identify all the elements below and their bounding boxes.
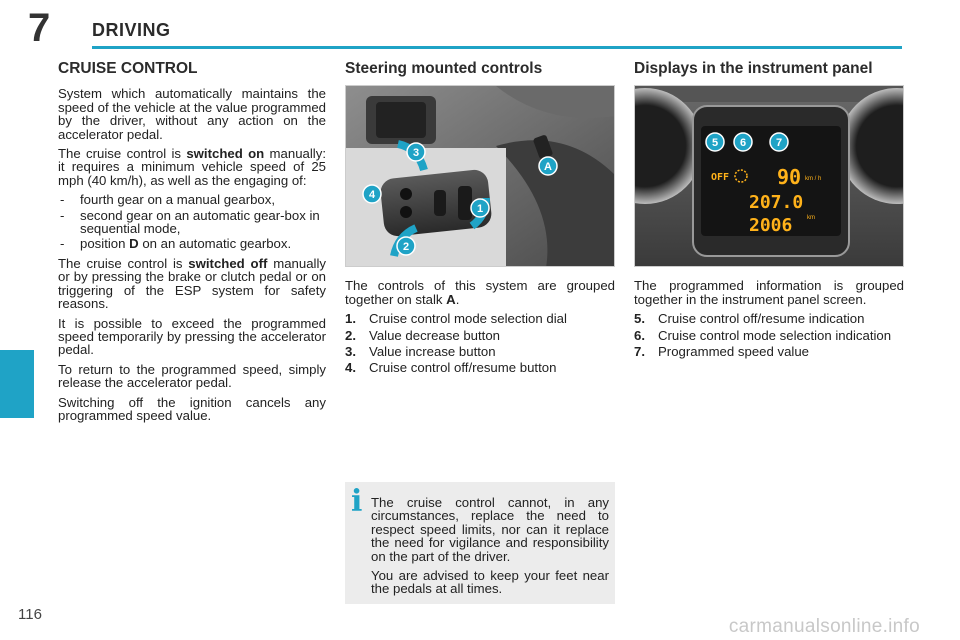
text-span: manually: it requires a minimum vehicle speed of 25 mph (40 km/h), as well as the engaging of: [58, 146, 326, 188]
lcd-distance-unit: km [807, 215, 815, 222]
info-note [345, 482, 615, 604]
text-span: The cruise control is [58, 255, 189, 271]
steering-caption [345, 279, 615, 306]
list-item [58, 193, 326, 206]
chapter-side-tab [0, 350, 34, 418]
instrument-displays-title: Displays in the instrument panel [634, 60, 873, 77]
text-span: The controls of this system are grouped together on stalk [345, 278, 615, 307]
lcd-odometer: 2006 [749, 215, 793, 237]
list-item [634, 312, 904, 325]
bold-span: A [446, 291, 456, 307]
item-number: 6. [634, 327, 645, 343]
callout-2: 2 [402, 241, 410, 254]
steering-stalk-photo [345, 85, 615, 267]
instrument-displays-section [634, 62, 904, 361]
chapter-title: DRIVING [92, 20, 171, 40]
text-span: . [455, 291, 460, 307]
header-rule [92, 46, 902, 49]
cruise-control-title: CRUISE CONTROL [58, 60, 198, 77]
list-item [345, 361, 615, 374]
lcd-trip: 207.0 [749, 192, 804, 214]
displays-list [634, 312, 904, 358]
item-text: Value increase button [369, 344, 496, 360]
text-span: position [80, 236, 130, 252]
bold-span: switched off [188, 255, 268, 271]
cruise-control-section [58, 62, 326, 428]
dash: - [60, 192, 65, 208]
list-item [345, 329, 615, 342]
lcd-off-text: OFF [711, 172, 730, 184]
text-span: manually or by pressing the brake or clutch pedal or on triggering of the ESP system for safety reasons. [58, 255, 326, 312]
note-paragraph: The cruise control cannot, in any circumstances, replace the need to respect speed limits, nor can it replace the need for vigilance and responsibility on the part of the driver. [371, 495, 609, 564]
stalk-illustration [346, 86, 615, 267]
dash: - [60, 207, 65, 223]
displays-caption: The programmed information is grouped together in the instrument panel screen. [634, 278, 904, 307]
gear-list [58, 193, 326, 251]
chapter-number: 7 [28, 6, 51, 50]
instrument-illustration [635, 86, 904, 267]
list-item-text: second gear on an automatic gear-box in sequential mode, [80, 207, 320, 237]
text-span: The cruise control is [58, 146, 187, 162]
callout-4: 4 [368, 189, 376, 202]
item-number: 7. [634, 344, 645, 360]
item-text: Cruise control off/resume indication [658, 311, 865, 327]
item-number: 2. [345, 327, 356, 343]
lcd-speed: 90 [777, 165, 802, 190]
list-item [345, 345, 615, 358]
callout-1: 1 [476, 203, 484, 216]
item-text: Cruise control off/resume button [369, 360, 557, 376]
cruise-exceed: It is possible to exceed the programmed speed temporarily by pressing the accelerator pedal. [58, 315, 326, 358]
item-text: Cruise control mode selection dial [369, 311, 567, 327]
info-icon: i [351, 484, 363, 519]
item-number: 1. [345, 311, 356, 327]
item-text: Cruise control mode selection indication [658, 327, 892, 343]
item-number: 3. [345, 344, 356, 360]
instrument-panel-photo [634, 85, 904, 267]
list-item [58, 237, 326, 250]
lcd-speed-unit: km / h [805, 176, 822, 183]
list-item-text: fourth gear on a manual gearbox, [80, 192, 276, 208]
list-item [58, 209, 326, 236]
cruise-switch-on [58, 147, 326, 187]
cruise-ignition: Switching off the ignition cancels any programmed speed value. [58, 394, 326, 423]
callout-3: 3 [412, 147, 420, 160]
steering-list [345, 312, 615, 375]
bold-span: switched on [186, 146, 265, 162]
callout-5: 5 [711, 137, 719, 150]
dash: - [60, 236, 65, 252]
page-number: 116 [18, 606, 42, 623]
watermark: carmanualsonline.info [728, 616, 920, 637]
steering-controls-title: Steering mounted controls [345, 60, 543, 77]
steering-controls-section [345, 62, 615, 378]
item-text: Programmed speed value [658, 344, 810, 360]
item-number: 5. [634, 311, 645, 327]
cruise-switch-off [58, 257, 326, 311]
item-text: Value decrease button [369, 327, 500, 343]
callout-7: 7 [775, 137, 783, 150]
list-item [634, 345, 904, 358]
note-paragraph: You are advised to keep your feet near the pedals at all times. [371, 568, 609, 597]
item-number: 4. [345, 360, 356, 376]
cruise-intro: System which automatically maintains the speed of the vehicle at the value programmed by the driver, without any action on the accelerator pedal. [58, 86, 326, 142]
list-item [345, 312, 615, 325]
callout-a: A [544, 161, 552, 174]
list-item [634, 329, 904, 342]
callout-6: 6 [739, 137, 747, 150]
bold-span: D [129, 236, 139, 252]
text-span: on an automatic gearbox. [138, 236, 292, 252]
info-note-text [371, 496, 609, 602]
cruise-return: To return to the programmed speed, simply release the accelerator pedal. [58, 361, 326, 391]
